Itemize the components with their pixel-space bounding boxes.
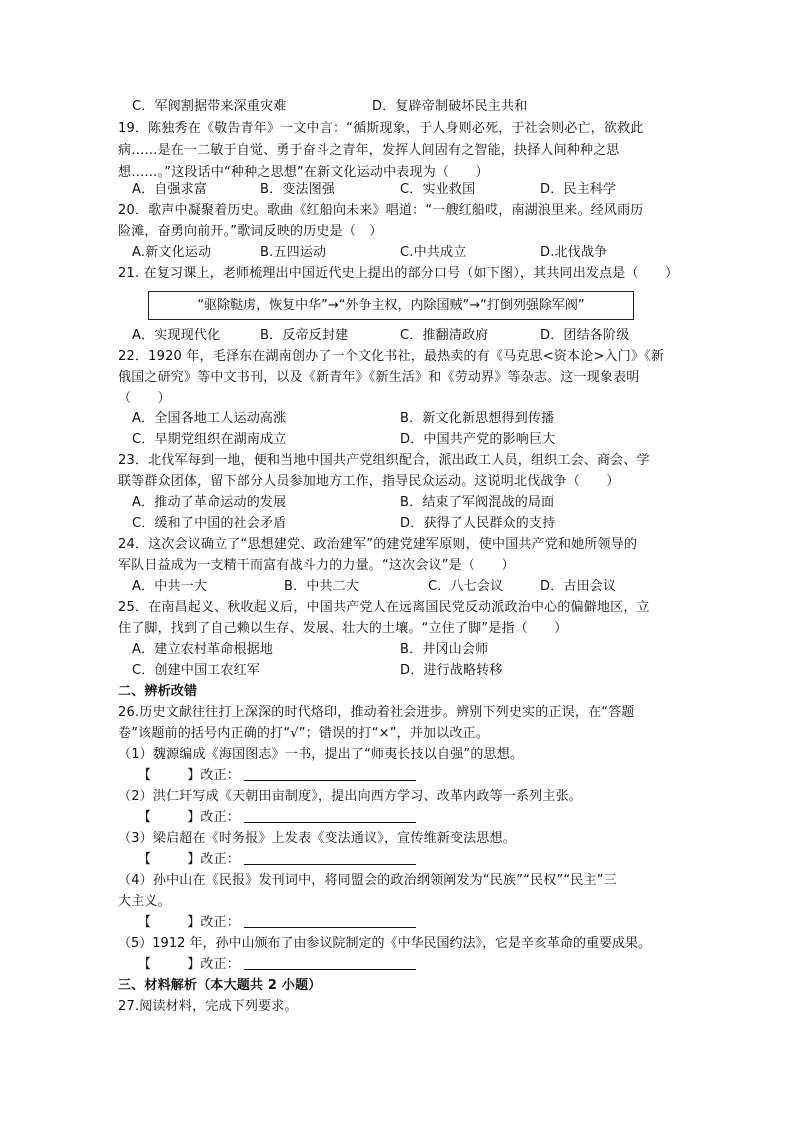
q25-options-row2 [132, 660, 692, 682]
q22-option-b: B．新文化新思想得到传播 [400, 411, 555, 426]
q24-options-row [132, 576, 692, 598]
q18-option-d: D．复辟帝制破坏民主共和 [372, 99, 528, 114]
q20-stem-line1: 20．歌声中凝聚着历史。歌曲《红船向未来》唱道：“一艘红船哎，南湖浪里来。经风雨历 [118, 203, 644, 218]
q18-options-row [132, 96, 692, 118]
bracket-open: 【 [138, 810, 152, 825]
q19-option-c: C．实业救国 [400, 182, 476, 197]
correction-label: 】改正： [187, 915, 241, 930]
q21-option-d: D．团结各阶级 [540, 328, 630, 343]
q24-option-d: D．古田会议 [540, 579, 617, 594]
q21-slogan-box: “驱除鞑虏，恢复中华”→“外争主权，内除国贼”→“打倒列强除军阀” [148, 291, 634, 320]
correction-label: 】改正： [187, 852, 241, 867]
q25-stem-line2: 住了脚，找到了自己赖以生存、发展、壮大的土壤。“立住了脚”是指（ ） [118, 621, 568, 636]
q24-option-a: A．中共一大 [132, 579, 208, 594]
q26-statement-2: （2）洪仁玕写成《天朝田亩制度》，提出向西方学习、改革内政等一系列主张。 [118, 789, 582, 804]
answer-blank-4[interactable] [244, 913, 416, 928]
q22-stem-line1: 22．1920 年，毛泽东在湖南创办了一个文化书社，最热卖的有《马克思<资本论>入门》《新 [118, 349, 665, 364]
section-heading-3: 三、材料解析（本大题共 2 小题） [118, 978, 322, 993]
q26-statement-3: （3）梁启超在《时务报》上发表《变法通议》，宣传维新变法思想。 [118, 831, 516, 846]
q26-stem-line1: 26.历史文献往往打上深深的时代烙印，推动着社会进步。辨别下列史实的正误，在“答题 [118, 705, 635, 720]
answer-blank-5[interactable] [244, 955, 416, 970]
bracket-open: 【 [138, 915, 152, 930]
q22-stem-line2: 俄国之研究》等中文书刊，以及《新青年》《新生活》和《劳动界》等杂志。这一现象表明 [118, 370, 640, 385]
q19-options-row [132, 179, 692, 201]
q25-option-a: A．建立农村革命根据地 [132, 642, 274, 657]
q19-stem-line3: 想……。”这段话中“种种之思想”在新文化运动中表现为（ ） [118, 165, 489, 180]
q23-option-a: A．推动了革命运动的发展 [132, 495, 287, 510]
q25-options-row1 [132, 639, 692, 661]
q19-stem-line1: 19．陈独秀在《敬告青年》一文中言：“循斯现象，于人身则必死，于社会则必亡，欲救此 [118, 121, 644, 136]
q26-statement-4-line1: （4）孙中山在《民报》发刊词中，将同盟会的政治纲领阐发为“民族”“民权”“民主”三 [118, 873, 617, 888]
q21-option-a: A．实现现代化 [132, 328, 221, 343]
q21-option-b: B．反帝反封建 [260, 328, 349, 343]
q20-option-a: A.新文化运动 [132, 245, 212, 260]
q25-option-c: C．创建中国工农红军 [132, 663, 261, 678]
q20-option-b: B.五四运动 [260, 245, 327, 260]
q22-option-a: A．全国各地工人运动高涨 [132, 411, 287, 426]
q23-options-row1 [132, 492, 692, 514]
q20-option-c: C.中共成立 [400, 245, 467, 260]
q19-option-b: B．变法图强 [260, 182, 336, 197]
q23-option-d: D．获得了人民群众的支持 [400, 516, 556, 531]
q21-options-row [132, 325, 692, 347]
q22-options-row1 [132, 408, 692, 430]
q22-stem-line3: （ ） [118, 391, 171, 406]
section-heading-2: 二、辨析改错 [118, 684, 198, 699]
q25-option-d: D．进行战略转移 [400, 663, 503, 678]
q23-option-c: C．缓和了中国的社会矛盾 [132, 516, 287, 531]
bracket-open: 【 [138, 768, 152, 783]
q24-option-b: B．中共二大 [284, 579, 360, 594]
q26-answer-row-4 [138, 912, 698, 934]
q26-answer-row-5 [138, 954, 698, 976]
q23-stem-line2: 联等群众团体，留下部分人员参加地方工作，指导民众运动。这说明北伐战争（ ） [118, 474, 620, 489]
correction-label: 】改正： [187, 768, 241, 783]
q26-answer-row-2 [138, 807, 698, 829]
q26-statement-5: （5）1912 年，孙中山颁布了由参议院制定的《中华民国约法》，它是辛亥革命的重要成果。 [118, 936, 651, 951]
correction-label: 】改正： [187, 957, 241, 972]
q23-options-row2 [132, 513, 692, 535]
q18-option-c: C．军阀割据带来深重灾难 [132, 99, 287, 114]
q20-stem-line2: 险滩，奋勇向前开。”歌词反映的历史是（ ） [118, 224, 383, 239]
q20-options-row [132, 242, 692, 264]
q21-stem-line1: 21. 在复习课上，老师梳理出中国近代史上提出的部分口号（如下图），其共同出发点是（ ） [118, 266, 679, 281]
q22-option-d: D．中国共产党的影响巨大 [400, 432, 556, 447]
q23-option-b: B．结束了军阀混战的局面 [400, 495, 555, 510]
q24-stem-line1: 24．这次会议确立了“思想建党、政治建军”的建党建军原则，使中国共产党和她所领导的 [118, 537, 638, 552]
q19-stem-line2: 病……是在一二敏于自觉、勇于奋斗之青年，发挥人间固有之智能，抉择人间种种之思 [118, 143, 620, 158]
q26-stem-line2: 卷”该题前的括号内正确的打“√”；错误的打“×”，并加以改正。 [118, 726, 490, 741]
q22-option-c: C．早期党组织在湖南成立 [132, 432, 287, 447]
q25-stem-line1: 25．在南昌起义、秋收起义后，中国共产党人在远离国民党反动派政治中心的偏僻地区，立 [118, 600, 650, 615]
q26-answer-row-1 [138, 765, 698, 787]
answer-blank-1[interactable] [244, 766, 416, 781]
correction-label: 】改正： [187, 810, 241, 825]
q26-answer-row-3 [138, 849, 698, 871]
bracket-open: 【 [138, 957, 152, 972]
q26-statement-1: （1）魏源编成《海国图志》一书，提出了“师夷长技以自强”的思想。 [118, 747, 524, 762]
q22-options-row2 [132, 429, 692, 451]
q24-stem-line2: 军队日益成为一支精干而富有战斗力的力量。“这次会议”是（ ） [118, 558, 515, 573]
q19-option-a: A．自强求富 [132, 182, 208, 197]
q27-stem: 27.阅读材料，完成下列要求。 [118, 999, 298, 1014]
q25-option-b: B．井冈山会师 [400, 642, 489, 657]
q21-option-c: C．推翻清政府 [400, 328, 489, 343]
q20-option-d: D.北伐战争 [540, 245, 608, 260]
answer-blank-2[interactable] [244, 808, 416, 823]
bracket-open: 【 [138, 852, 152, 867]
answer-blank-3[interactable] [244, 850, 416, 865]
q24-option-c: C．八七会议 [428, 579, 504, 594]
q26-statement-4-line2: 大主义。 [118, 894, 171, 909]
q23-stem-line1: 23．北伐军每到一地，便和当地中国共产党组织配合，派出政工人员，组织工会、商会、学 [118, 453, 650, 468]
q19-option-d: D．民主科学 [540, 182, 617, 197]
